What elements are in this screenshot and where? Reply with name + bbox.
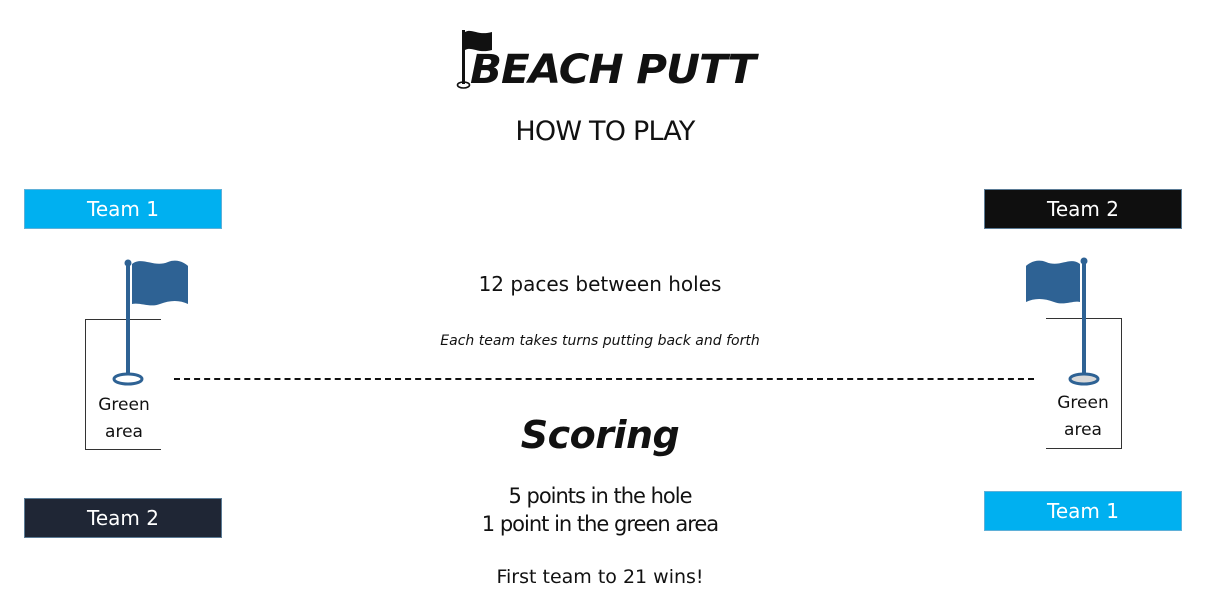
golf-flag-icon	[1024, 256, 1108, 386]
team-box-bottom-left: Team 2	[24, 498, 222, 538]
golf-flag-icon	[108, 258, 192, 388]
paces-text: 12 paces between holes	[478, 272, 722, 296]
team-box-top-right: Team 2	[984, 189, 1182, 229]
team-box-top-left: Team 1	[24, 189, 222, 229]
logo-text: BEACH PUTT	[470, 47, 756, 93]
turns-text: Each team takes turns putting back and forth	[440, 333, 760, 349]
green-area-label-right	[1043, 390, 1123, 444]
green-label-line: Green	[98, 395, 150, 415]
beach-putt-logo	[440, 22, 770, 98]
green-label-line: Green	[1057, 393, 1109, 413]
win-condition-text: First team to 21 wins!	[496, 566, 704, 588]
page-subtitle: HOW TO PLAY	[515, 116, 695, 147]
team-box-bottom-right: Team 1	[984, 491, 1182, 531]
green-label-line: area	[1064, 420, 1102, 440]
scoring-rule-green: 1 point in the green area	[481, 512, 719, 536]
putting-path-line	[174, 378, 1034, 380]
scoring-rule-hole: 5 points in the hole	[508, 484, 692, 508]
green-area-label-left	[84, 392, 164, 446]
scoring-title: Scoring	[520, 413, 680, 457]
green-label-line: area	[105, 422, 143, 442]
